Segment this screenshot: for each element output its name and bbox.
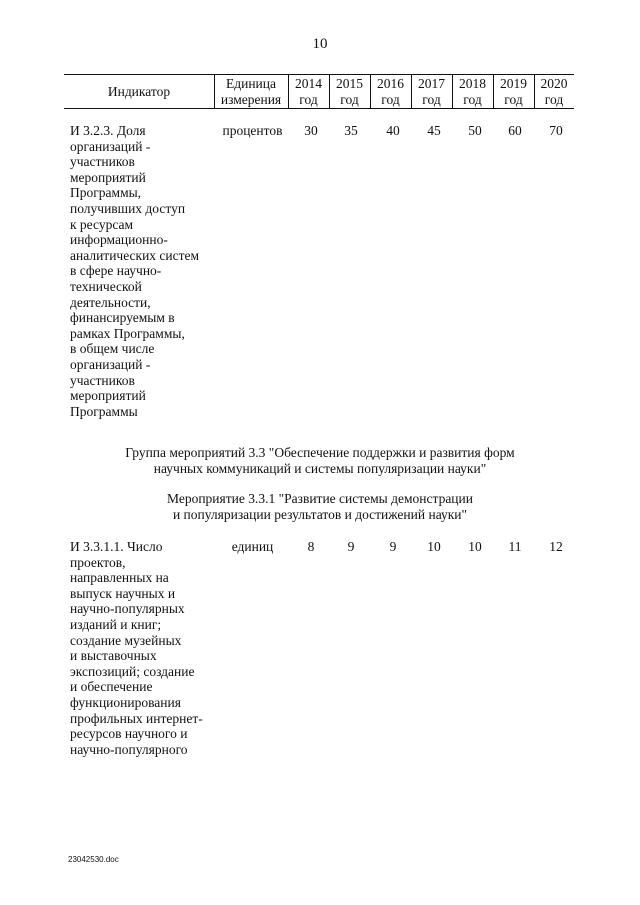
year-column-header-2017	[411, 76, 452, 107]
page-number: 10	[312, 36, 328, 52]
measure-heading	[0, 491, 640, 523]
value-2019: 11	[508, 539, 522, 554]
year-value: 2020	[540, 76, 568, 91]
year-label: год	[422, 91, 441, 107]
measure-heading-line2: и популяризации результатов и достижений науки"	[172, 507, 468, 522]
value-2014: 8	[307, 539, 315, 554]
year-column-header-2014	[288, 76, 329, 107]
value-2020: 70	[549, 123, 563, 138]
unit-cell: единиц	[231, 539, 274, 554]
unit-header-line2: измерения	[220, 91, 282, 107]
value-2016: 40	[386, 123, 400, 138]
value-2017: 45	[427, 123, 441, 138]
value-2018: 10	[468, 539, 482, 554]
unit-header-line1: Единица	[225, 76, 276, 91]
value-2017: 10	[427, 539, 441, 554]
year-label: год	[544, 91, 564, 107]
year-value: 2016	[377, 76, 404, 91]
year-label: год	[463, 91, 482, 107]
year-value: 2019	[500, 76, 527, 91]
value-2016: 9	[389, 539, 397, 554]
value-2015: 35	[344, 123, 358, 138]
value-2018: 50	[468, 123, 482, 138]
year-label: год	[381, 91, 400, 107]
year-label: год	[340, 91, 359, 107]
year-value: 2017	[418, 76, 445, 91]
value-2014: 30	[304, 123, 318, 138]
year-value: 2014	[295, 76, 322, 91]
table-header	[64, 72, 574, 110]
indicator-column-header: Индикатор	[107, 84, 171, 99]
year-label: год	[299, 91, 318, 107]
year-value: 2018	[459, 76, 486, 91]
value-2015: 9	[347, 539, 355, 554]
year-column-header-2015	[329, 76, 370, 107]
unit-cell: процентов	[222, 123, 283, 138]
group-heading	[0, 445, 640, 477]
indicator-text-3-2-3: И 3.2.3. Доля организаций - участников мероприятий Программы, получивших доступ к ресурсам информационно- аналитических систем в сфере научно- технической деятельности, финансируемым в рамках Программы, в общем числе организаций - участников мероприятий Программы	[70, 123, 200, 419]
measure-heading-line1: Мероприятие 3.3.1 "Развитие системы демонстрации	[167, 491, 473, 506]
year-column-header-2018	[452, 76, 493, 107]
group-heading-line2: научных коммуникаций и системы популяризации науки"	[153, 461, 487, 476]
year-value: 2015	[336, 76, 363, 91]
header-top-rule	[64, 74, 574, 75]
footer-filename: 23042530.doc	[68, 855, 119, 864]
unit-column-header	[214, 76, 288, 107]
value-2020: 12	[549, 539, 563, 554]
year-column-header-2020	[534, 76, 574, 107]
header-bottom-rule	[64, 108, 574, 109]
value-2019: 60	[508, 123, 522, 138]
year-column-header-2016	[370, 76, 411, 107]
indicator-text-3-3-1-1: И 3.3.1.1. Число проектов, направленных на выпуск научных и научно-популярных изданий и книг; создание музейных и выставочных экспозиций; создание и обеспечение функционирования профильных интернет- ресурсов научного и научно-популярного	[70, 539, 203, 757]
group-heading-line1: Группа мероприятий 3.3 "Обеспечение поддержки и развития форм	[125, 445, 515, 460]
year-label: год	[504, 91, 523, 107]
year-column-header-2019	[493, 76, 534, 107]
